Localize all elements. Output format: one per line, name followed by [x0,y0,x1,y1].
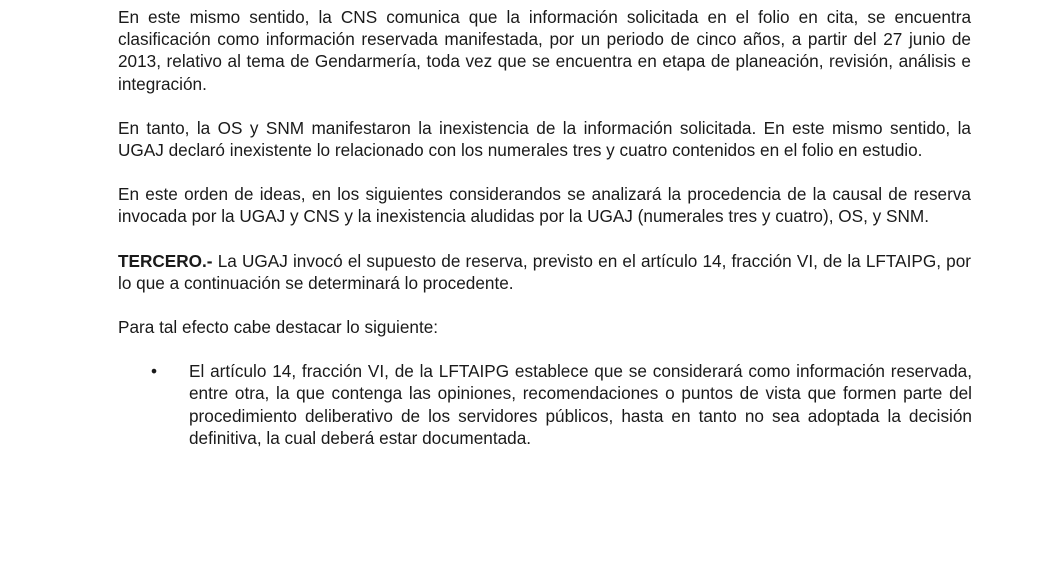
section-heading-tercero: TERCERO.- [118,250,213,271]
paragraph-spacer [118,228,971,250]
paragraph-spacer [118,95,971,117]
bullet-icon: • [151,361,158,382]
paragraph-cns-reserva: En este mismo sentido, la CNS comunica que la información solicitada en el folio en cita, se encuentra clasificación como información reservada manifestada, por un periodo de cinco años, a partir del 27 junio de 2013, relativo al tema de Gendarmería, toda vez que se encuentra en etapa de planeación, revisión, análisis e integración. [118,7,971,94]
paragraph-spacer [118,294,971,316]
paragraph-spacer [118,338,971,360]
paragraph-tercero [118,250,971,294]
tercero-body-text: La UGAJ invocó el supuesto de reserva, previsto en el artículo 14, fracción VI, de la LFTAIPG, por lo que a continuación se determinará lo procedente. [118,250,971,293]
paragraph-inexistencia: En tanto, la OS y SNM manifestaron la inexistencia de la información solicitada. En este mismo sentido, la UGAJ declaró inexistente lo relacionado con los numerales tres y cuatro contenidos en el folio en estudio. [118,117,971,161]
paragraph-orden-ideas: En este orden de ideas, en los siguientes considerandos se analizará la procedencia de la causal de reserva invocada por la UGAJ y CNS y la inexistencia aludidas por la UGAJ (numerales tres y cuatro), OS, y SNM. [118,184,971,227]
list-item-text: El artículo 14, fracción VI, de la LFTAIPG establece que se considerará como información reservada, entre otra, la que contenga las opiniones, recomendaciones o puntos de vista que formen parte del procedimiento deliberativo de los servidores públicos, hasta en tanto no sea adoptada la decisión definitiva, la cual deberá estar documentada. [189,361,972,448]
document-page [118,6,971,449]
paragraph-efecto: Para tal efecto cabe destacar lo siguiente: [118,317,439,338]
paragraph-spacer [118,161,971,183]
list-item [118,360,972,449]
